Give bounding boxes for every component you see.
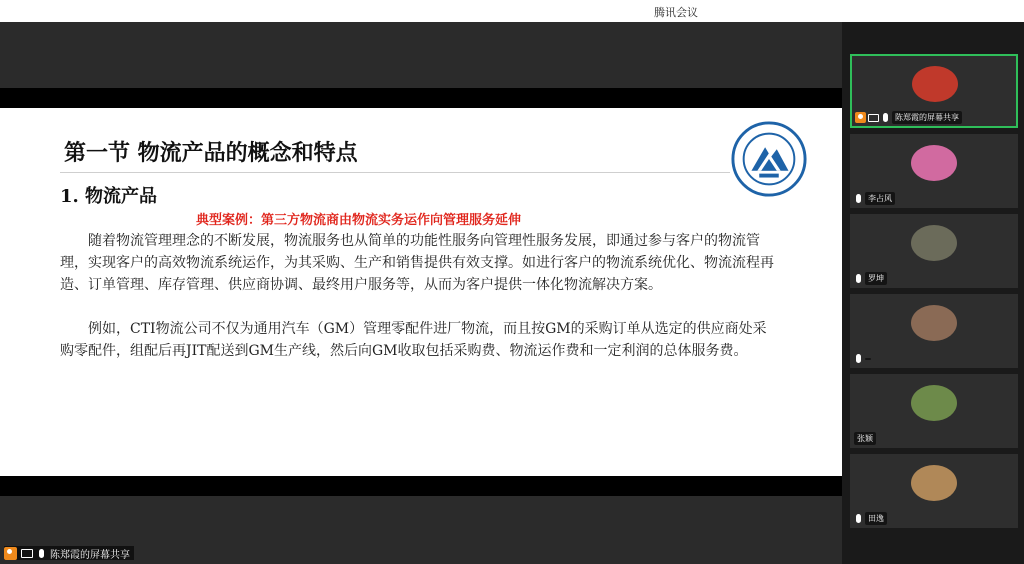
participant-sidebar [842, 22, 1024, 564]
mic-icon [39, 549, 44, 558]
participant-name: 田逸 [865, 512, 887, 525]
title-underline [60, 172, 730, 173]
window-title: 腾讯会议 [654, 6, 698, 19]
participant-label [854, 352, 871, 365]
participant-avatar [911, 385, 957, 421]
mic-icon [856, 354, 861, 363]
participant-name: 李占风 [865, 192, 895, 205]
slide-title: 第一节 物流产品的概念和特点 [64, 140, 358, 166]
participant-avatar [911, 225, 957, 261]
section-heading: 1. 物流产品 [60, 186, 158, 207]
participant-avatar [911, 465, 957, 501]
participant-tile[interactable] [850, 294, 1018, 368]
participant-label [854, 512, 887, 525]
person-icon [4, 547, 17, 560]
participant-tile[interactable] [850, 54, 1018, 128]
slide-paragraph-1: 随着物流管理理念的不断发展，物流服务也从简单的功能性服务向管理性服务发展，即通过参与客户的物流管理，实现客户的高效物流系统运作，为其采购、生产和销售提供有效支撑。如进行客户的物流系统优化、物流流程再造、订单管理、库存管理、供应商协调、最终用户服务等，从而为客户提供一体化物流解决方案。 [60, 233, 774, 293]
person-icon [855, 112, 866, 123]
participant-avatar [911, 145, 957, 181]
participant-tile[interactable] [850, 214, 1018, 288]
participant-label [855, 111, 962, 124]
mic-icon [883, 113, 888, 122]
case-title: 典型案例：第三方物流商由物流实务运作向管理服务延伸 [196, 213, 522, 228]
window-titlebar [0, 0, 1024, 22]
presentation-slide [0, 108, 842, 476]
letterbox-bottom [0, 476, 842, 496]
mic-icon [856, 194, 861, 203]
participant-avatar [912, 66, 958, 102]
slide-paragraph-2: 例如，CTI物流公司不仅为通用汽车（GM）管理零配件进厂物流，而且按GM的采购订单从选定的供应商处采购零配件，组配后再JIT配送到GM生产线，然后向GM收取包括采购费、物流运作费和一定利润的总体服务费。 [60, 321, 767, 359]
participant-avatar [911, 305, 957, 341]
participant-tile[interactable] [850, 134, 1018, 208]
mic-icon [856, 514, 861, 523]
shared-screen-stage [0, 22, 842, 564]
participant-label [854, 192, 895, 205]
participant-label [854, 432, 876, 445]
participant-label [854, 272, 887, 285]
participant-name [865, 358, 871, 360]
letterbox-top [0, 88, 842, 108]
share-status-label: 陈郑霞的屏幕共享 [50, 549, 130, 561]
screen-share-status [4, 546, 134, 560]
participant-name: 张颖 [854, 432, 876, 445]
participant-name: 陈郑霞的屏幕共享 [892, 111, 962, 124]
university-logo [730, 120, 808, 198]
screen-share-icon [21, 549, 33, 558]
participant-name: 罗坤 [865, 272, 887, 285]
participant-tile[interactable] [850, 374, 1018, 448]
participant-tile[interactable] [850, 454, 1018, 528]
mic-icon [856, 274, 861, 283]
screen-share-icon [868, 114, 879, 122]
